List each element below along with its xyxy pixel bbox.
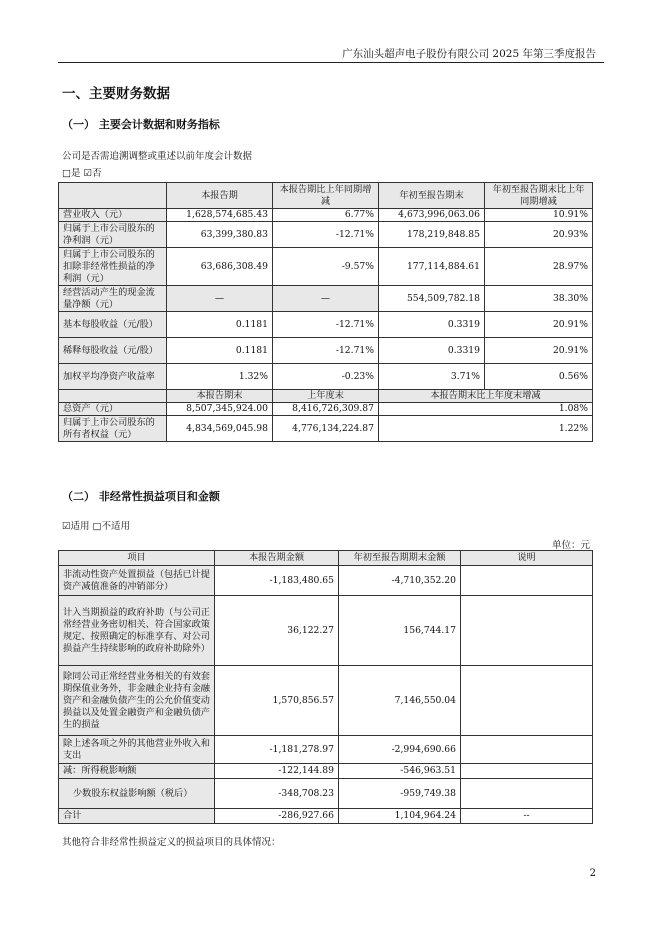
page-number: 2 (589, 868, 596, 879)
financial-data-table (58, 182, 593, 442)
cell: 1.08% (379, 403, 593, 416)
cell (461, 764, 593, 779)
row-label: 计入当期损益的政府补助（与公司正常经营业务密切相关、符合国家政策规定、按照确定的标准享有、对公司损益产生持续影响的政府补助除外） (59, 596, 215, 666)
cell: 7,146,550.04 (339, 666, 461, 736)
row-label: 加权平均净资产收益率 (59, 364, 167, 390)
report-header: 广东汕头超声电子股份有限公司 2025 年第三季度报告 (342, 48, 596, 60)
row-label: 合计 (59, 809, 215, 824)
table-row (59, 312, 593, 338)
cell: -0.23% (273, 364, 379, 390)
non-recurring-items-table (58, 550, 593, 824)
cell: 1.32% (167, 364, 273, 390)
row-label: 稀释每股收益（元/股） (59, 338, 167, 364)
header-cell: 项目 (59, 551, 215, 566)
cell: 4,776,134,224.87 (273, 416, 379, 442)
cell: -1,183,480.65 (215, 566, 339, 596)
row-label: 归属于上市公司股东的净利润（元） (59, 222, 167, 248)
cell: 554,509,782.18 (379, 286, 485, 312)
table-row (59, 809, 593, 824)
header-cell: 上年度末 (273, 390, 379, 403)
cell: 1,570,856.57 (215, 666, 339, 736)
table-row (59, 338, 593, 364)
cell: -286,927.66 (215, 809, 339, 824)
row-label: 基本每股收益（元/股） (59, 312, 167, 338)
cell: 177,114,884.61 (379, 248, 485, 286)
table-header-row (59, 183, 593, 209)
table-row (59, 416, 593, 442)
header-cell: 本报告期 (167, 183, 273, 209)
applicable-option: ☑适用 □不适用 (62, 521, 131, 532)
cell: 156,744.17 (339, 596, 461, 666)
cell: 1,104,964.24 (339, 809, 461, 824)
cell: -4,710,352.20 (339, 566, 461, 596)
row-label: 除同公司正常经营业务相关的有效套期保值业务外，非金融企业持有金融资产和金融负债产生的公允价值变动损益以及处置金融资产和金融负债产生的损益 (59, 666, 215, 736)
cell: 10.91% (485, 209, 593, 222)
cell: -- (461, 809, 593, 824)
header-cell: 说明 (461, 551, 593, 566)
cell: -12.71% (273, 222, 379, 248)
table-header-row (59, 551, 593, 566)
header-cell (59, 183, 167, 209)
cell: 8,416,726,309.87 (273, 403, 379, 416)
subsection-title: （一） 主要会计数据和财务指标 (62, 118, 220, 131)
table-row (59, 209, 593, 222)
table-row (59, 764, 593, 779)
table-row (59, 286, 593, 312)
cell: 36,122.27 (215, 596, 339, 666)
restatement-question: 公司是否需追溯调整或重述以前年度会计数据 (62, 151, 253, 162)
cell: -959,749.38 (339, 779, 461, 809)
cell (461, 779, 593, 809)
table-row (59, 403, 593, 416)
cell: 0.1181 (167, 338, 273, 364)
row-label: 少数股东权益影响额（税后） (59, 779, 215, 809)
table-row (59, 779, 593, 809)
header-cell: 年初至报告期末比上年同期增减 (485, 183, 593, 209)
header-cell: 年初至报告期末 (379, 183, 485, 209)
cell: -12.71% (273, 338, 379, 364)
cell (461, 596, 593, 666)
cell: 4,834,569,045.98 (167, 416, 273, 442)
cell: 0.1181 (167, 312, 273, 338)
cell: 38.30% (485, 286, 593, 312)
cell (461, 666, 593, 736)
cell: — (167, 286, 273, 312)
row-label: 总资产（元） (59, 403, 167, 416)
table-row (59, 248, 593, 286)
table-row (59, 364, 593, 390)
table-row (59, 736, 593, 764)
cell: 28.97% (485, 248, 593, 286)
row-label: 经营活动产生的现金流量净额（元） (59, 286, 167, 312)
cell (461, 736, 593, 764)
cell: 20.91% (485, 312, 593, 338)
restatement-option: □是 ☑否 (62, 168, 102, 179)
row-label: 减：所得税影响额 (59, 764, 215, 779)
other-items-note: 其他符合非经常性损益定义的损益项目的具体情况： (62, 837, 281, 848)
cell: 1.22% (379, 416, 593, 442)
cell: 178,219,848.85 (379, 222, 485, 248)
table-row (59, 566, 593, 596)
table-row (59, 666, 593, 736)
cell: -1,181,278.97 (215, 736, 339, 764)
header-cell: 本报告期比上年同期增减 (273, 183, 379, 209)
cell: 8,507,345,924.00 (167, 403, 273, 416)
cell: 1,628,574,685.43 (167, 209, 273, 222)
cell: 63,686,308.49 (167, 248, 273, 286)
header-cell (59, 390, 167, 403)
subsection-title: （二） 非经常性损益项目和金额 (62, 490, 220, 503)
cell: -2,994,690.66 (339, 736, 461, 764)
cell: -546,963.51 (339, 764, 461, 779)
cell: 0.3319 (379, 338, 485, 364)
section-title: 一、主要财务数据 (62, 86, 170, 102)
cell: 20.91% (485, 338, 593, 364)
unit-label: 单位：元 (551, 540, 590, 551)
header-cell: 本报告期末比上年度末增减 (379, 390, 593, 403)
header-cell: 本报告期末 (167, 390, 273, 403)
cell: -348,708.23 (215, 779, 339, 809)
header-cell: 本报告期金额 (215, 551, 339, 566)
cell: 0.3319 (379, 312, 485, 338)
cell: 20.93% (485, 222, 593, 248)
header-divider (58, 62, 604, 63)
header-cell: 年初至报告期期末金额 (339, 551, 461, 566)
cell: -122,144.89 (215, 764, 339, 779)
row-label: 归属于上市公司股东的所有者权益（元） (59, 416, 167, 442)
row-label: 非流动性资产处置损益（包括已计提资产减值准备的冲销部分） (59, 566, 215, 596)
cell: 0.56% (485, 364, 593, 390)
row-label: 除上述各项之外的其他营业外收入和支出 (59, 736, 215, 764)
row-label: 营业收入（元） (59, 209, 167, 222)
row-label: 归属于上市公司股东的扣除非经常性损益的净利润（元） (59, 248, 167, 286)
cell: 6.77% (273, 209, 379, 222)
cell: — (273, 286, 379, 312)
table-row (59, 222, 593, 248)
table-row (59, 596, 593, 666)
cell: -9.57% (273, 248, 379, 286)
cell: 3.71% (379, 364, 485, 390)
cell: -12.71% (273, 312, 379, 338)
cell (461, 566, 593, 596)
table-header-row (59, 390, 593, 403)
cell: 63,399,380.83 (167, 222, 273, 248)
cell: 4,673,996,063.06 (379, 209, 485, 222)
